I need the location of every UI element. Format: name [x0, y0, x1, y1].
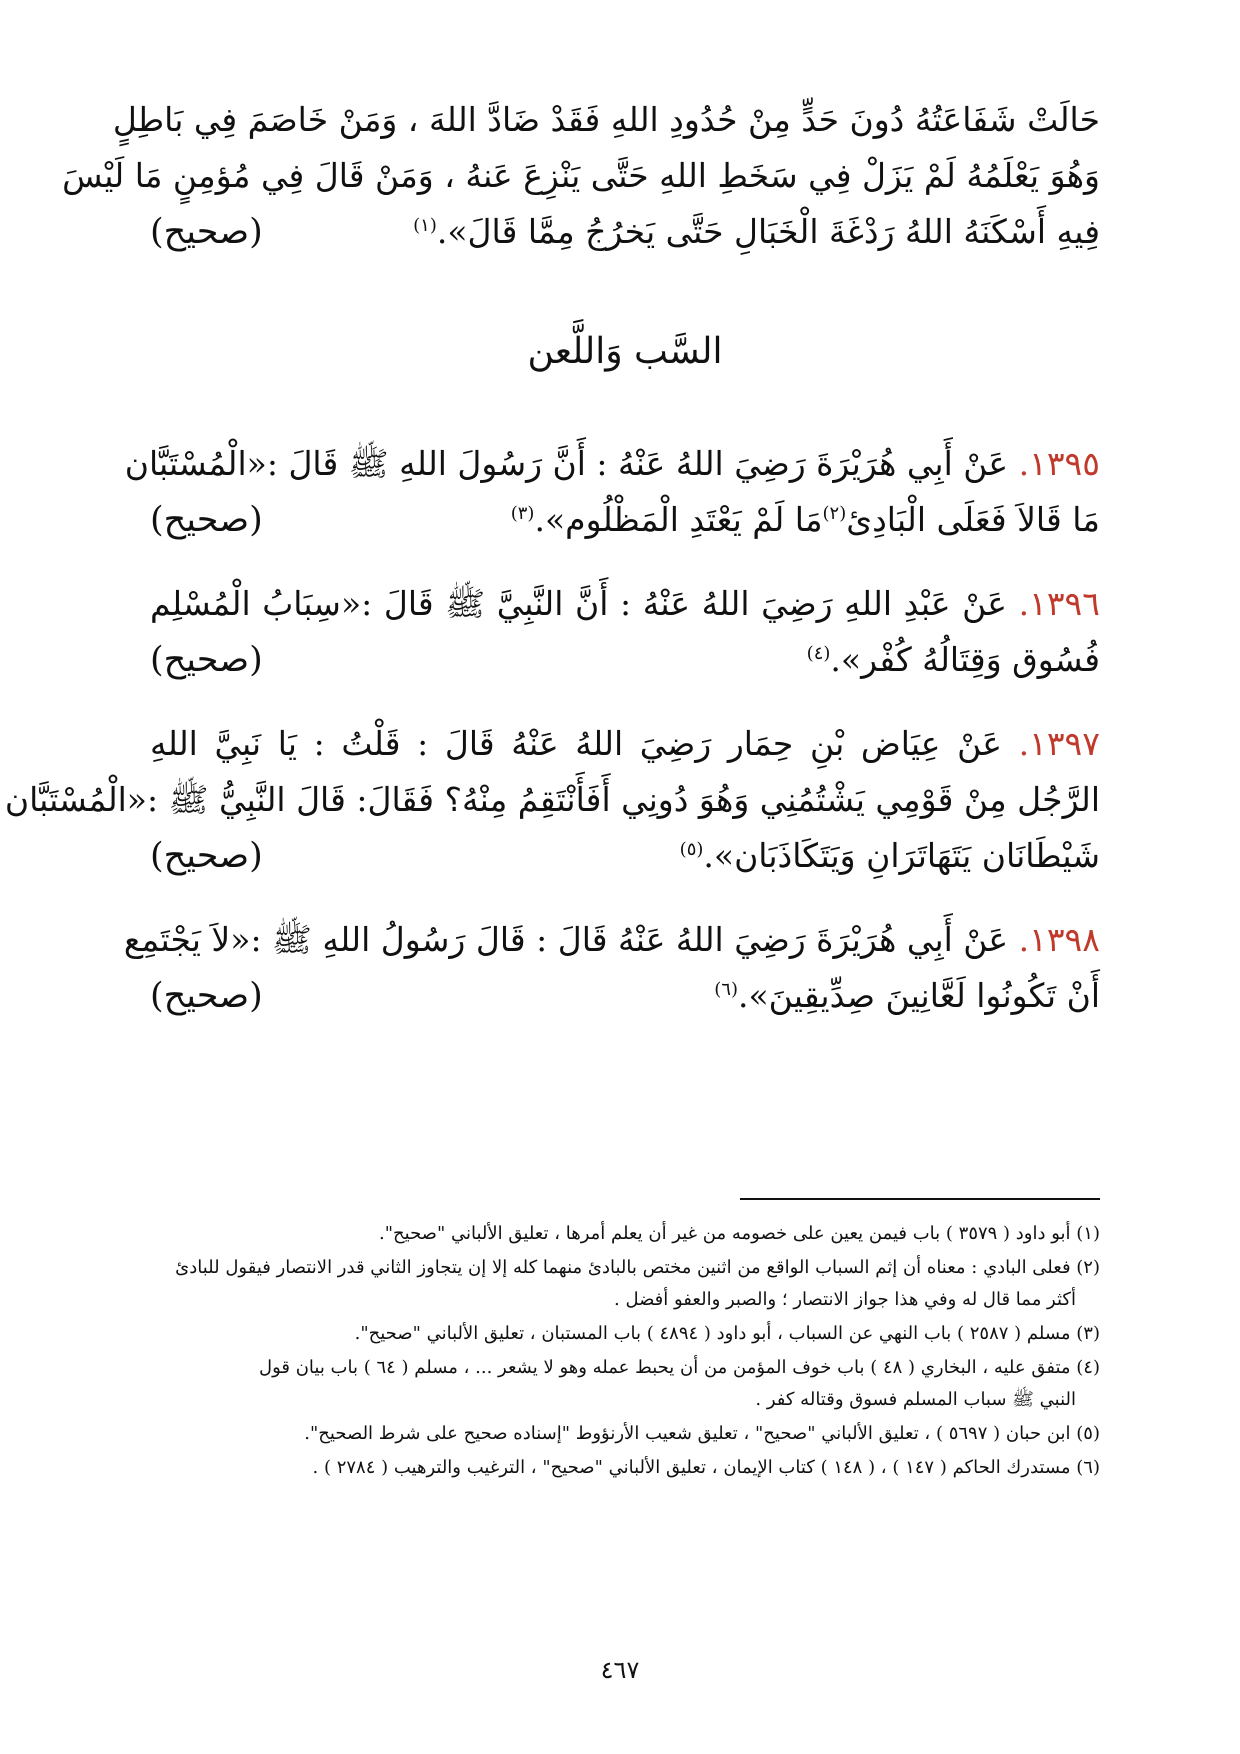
prelude-line-3-text: فِيهِ أَسْكَنَهُ اللهُ رَدْغَةَ الْخَبَالِ حَتَّى يَخرُجُ مِمَّا قَالَ». — [436, 212, 1100, 251]
hadith-number: ١٣٩٦. — [1018, 584, 1100, 623]
hadith-text: مَا لَمْ يَعْتَدِ الْمَظْلُوم». — [534, 500, 823, 539]
hadith-text: عَنْ عَبْدِ اللهِ رَضِيَ اللهُ عَنْهُ : أَنَّ النَّبِيَّ ﷺ قَالَ :«سِبَابُ الْمُسْلِم — [150, 584, 1007, 623]
hadith-line — [150, 492, 1100, 548]
footnote-continuation: أكثر مما قال له وفي هذا جواز الانتصار ؛ والصبر والعفو أفضل . — [614, 1289, 1076, 1310]
footnote-1 — [150, 1218, 1100, 1250]
hadith-line — [124, 436, 1100, 492]
footnote-ref[interactable]: (٣) — [510, 503, 535, 524]
hadith-text: فُسُوق وَقِتَالُهُ كُفْر». — [830, 640, 1100, 679]
hadith-number: ١٣٩٨. — [1018, 920, 1100, 959]
hadith-number: ١٣٩٥. — [1018, 444, 1100, 483]
footnote-text: (١) أبو داود ( ٣٥٧٩ ) باب فيمن يعين على خصومه من غير أن يعلم أمرها ، تعليق الألباني "صحيح". — [379, 1223, 1100, 1244]
footnote-text: (٢) فعلى البادي : معناه أن إثم السباب الواقع من اثنين مختص بالبادئ منهما كله إلا إن يتجاوز الثاني قدر الانتصار فيقول للبادئ — [175, 1257, 1100, 1278]
page-number: ٤٦٧ — [600, 1656, 640, 1684]
grade-label: (صحيح) — [150, 976, 263, 1016]
hadith-line — [150, 968, 1100, 1024]
prelude-line-1: حَالَتْ شَفَاعَتُهُ دُونَ حَدٍّ مِنْ حُدُودِ اللهِ فَقَدْ ضَادَّ اللهَ ، وَمَنْ خَاصَمَ فِي بَاطِلٍ — [112, 100, 1100, 139]
footnote-3 — [150, 1318, 1100, 1350]
footnote-text: (٤) متفق عليه ، البخاري ( ٤٨ ) باب خوف المؤمن من أن يحبط عمله وهو لا يشعر ... ، مسلم ( ٦٤ ) باب بيان قول — [258, 1357, 1100, 1378]
hadith-1397 — [4, 716, 1100, 884]
footnotes — [150, 1218, 1100, 1486]
footnote-ref[interactable]: (٦) — [714, 979, 738, 1000]
footnote-separator — [740, 1198, 1100, 1200]
grade-label: (صحيح) — [150, 212, 263, 252]
footnote-text: (٣) مسلم ( ٢٥٨٧ ) باب النهي عن السباب ، أبو داود ( ٤٨٩٤ ) باب المستبان ، تعليق الألباني "صحيح". — [354, 1323, 1100, 1344]
hadith-text: عَنْ أَبِي هُرَيْرَةَ رَضِيَ اللهُ عَنْهُ قَالَ : قَالَ رَسُولُ اللهِ ﷺ :«لاَ يَجْتَمِع — [123, 920, 1009, 959]
hadith-1398 — [123, 912, 1100, 1024]
hadith-text: أَنْ تَكُونُوا لَعَّانِينَ صِدِّيقِينَ». — [737, 976, 1100, 1015]
footnote-text: (٥) ابن حبان ( ٥٦٩٧ ) ، تعليق الألباني "صحيح" ، تعليق شعيب الأرنؤوط "إسناده صحيح على شرط الصحيح". — [304, 1423, 1100, 1444]
footnote-continuation: النبي ﷺ سباب المسلم فسوق وقتاله كفر . — [755, 1389, 1076, 1410]
section-heading: السَّب وَاللَّعن — [527, 331, 723, 372]
footnote-ref[interactable]: (٥) — [679, 839, 704, 860]
footnote-6 — [150, 1452, 1100, 1484]
grade-label: (صحيح) — [150, 500, 263, 540]
prelude-line-2: وَهُوَ يَعْلَمُهُ لَمْ يَزَلْ فِي سَخَطِ اللهِ حَتَّى يَنْزِعَ عَنهُ ، وَمَنْ قَالَ فِي مُؤمِنٍ مَا لَيْسَ — [62, 156, 1100, 195]
hadith-line — [123, 912, 1100, 968]
hadith-text: عَنْ عِيَاض بْنِ حِمَار رَضِيَ اللهُ عَنْهُ قَالَ : قَلْتُ : يَا نَبِيَّ اللهِ — [150, 724, 1002, 763]
hadith-text: شَيْطَانَان يَتَهَاتَرَانِ وَيَتَكَاذَبَان». — [703, 836, 1100, 875]
hadith-line — [150, 632, 1100, 688]
hadith-line — [150, 576, 1100, 632]
hadith-text: مَا قَالاَ فَعَلَى الْبَادِئ — [846, 500, 1100, 539]
hadith-1395 — [124, 436, 1100, 548]
footnote-5 — [150, 1418, 1100, 1450]
prelude-line-3 — [150, 204, 1100, 260]
prelude-text — [62, 92, 1100, 260]
footnote-ref[interactable]: (٤) — [806, 643, 831, 664]
grade-label: (صحيح) — [150, 640, 263, 680]
hadith-1396 — [150, 576, 1100, 688]
page-body — [4, 92, 1100, 1052]
footnote-ref[interactable]: (٢) — [822, 503, 847, 524]
hadith-text: عَنْ أَبِي هُرَيْرَةَ رَضِيَ اللهُ عَنْهُ : أَنَّ رَسُولَ اللهِ ﷺ قَالَ :«الْمُسْتَبَّان — [124, 444, 1009, 483]
hadith-line — [150, 828, 1100, 884]
grade-label: (صحيح) — [150, 836, 263, 876]
hadith-line: الرَّجُل مِنْ قَوْمِي يَشْتُمُنِي وَهُوَ دُونِي أَفَأَنْتَقِمُ مِنْهُ؟ فَقَالَ: قَالَ النَّبِيُّ ﷺ :«الْمُسْتَبَّان — [4, 780, 1100, 819]
hadith-line — [150, 716, 1100, 772]
hadith-number: ١٣٩٧. — [1018, 724, 1100, 763]
footnote-text: (٦) مستدرك الحاكم ( ١٤٧ ) ، ( ١٤٨ ) كتاب الإيمان ، تعليق الألباني "صحيح" ، الترغيب والترهيب ( ٢٧٨٤ ) . — [312, 1457, 1100, 1478]
footnote-2 — [150, 1252, 1100, 1316]
footnote-ref[interactable]: (١) — [413, 215, 437, 236]
footnote-4 — [150, 1352, 1100, 1416]
